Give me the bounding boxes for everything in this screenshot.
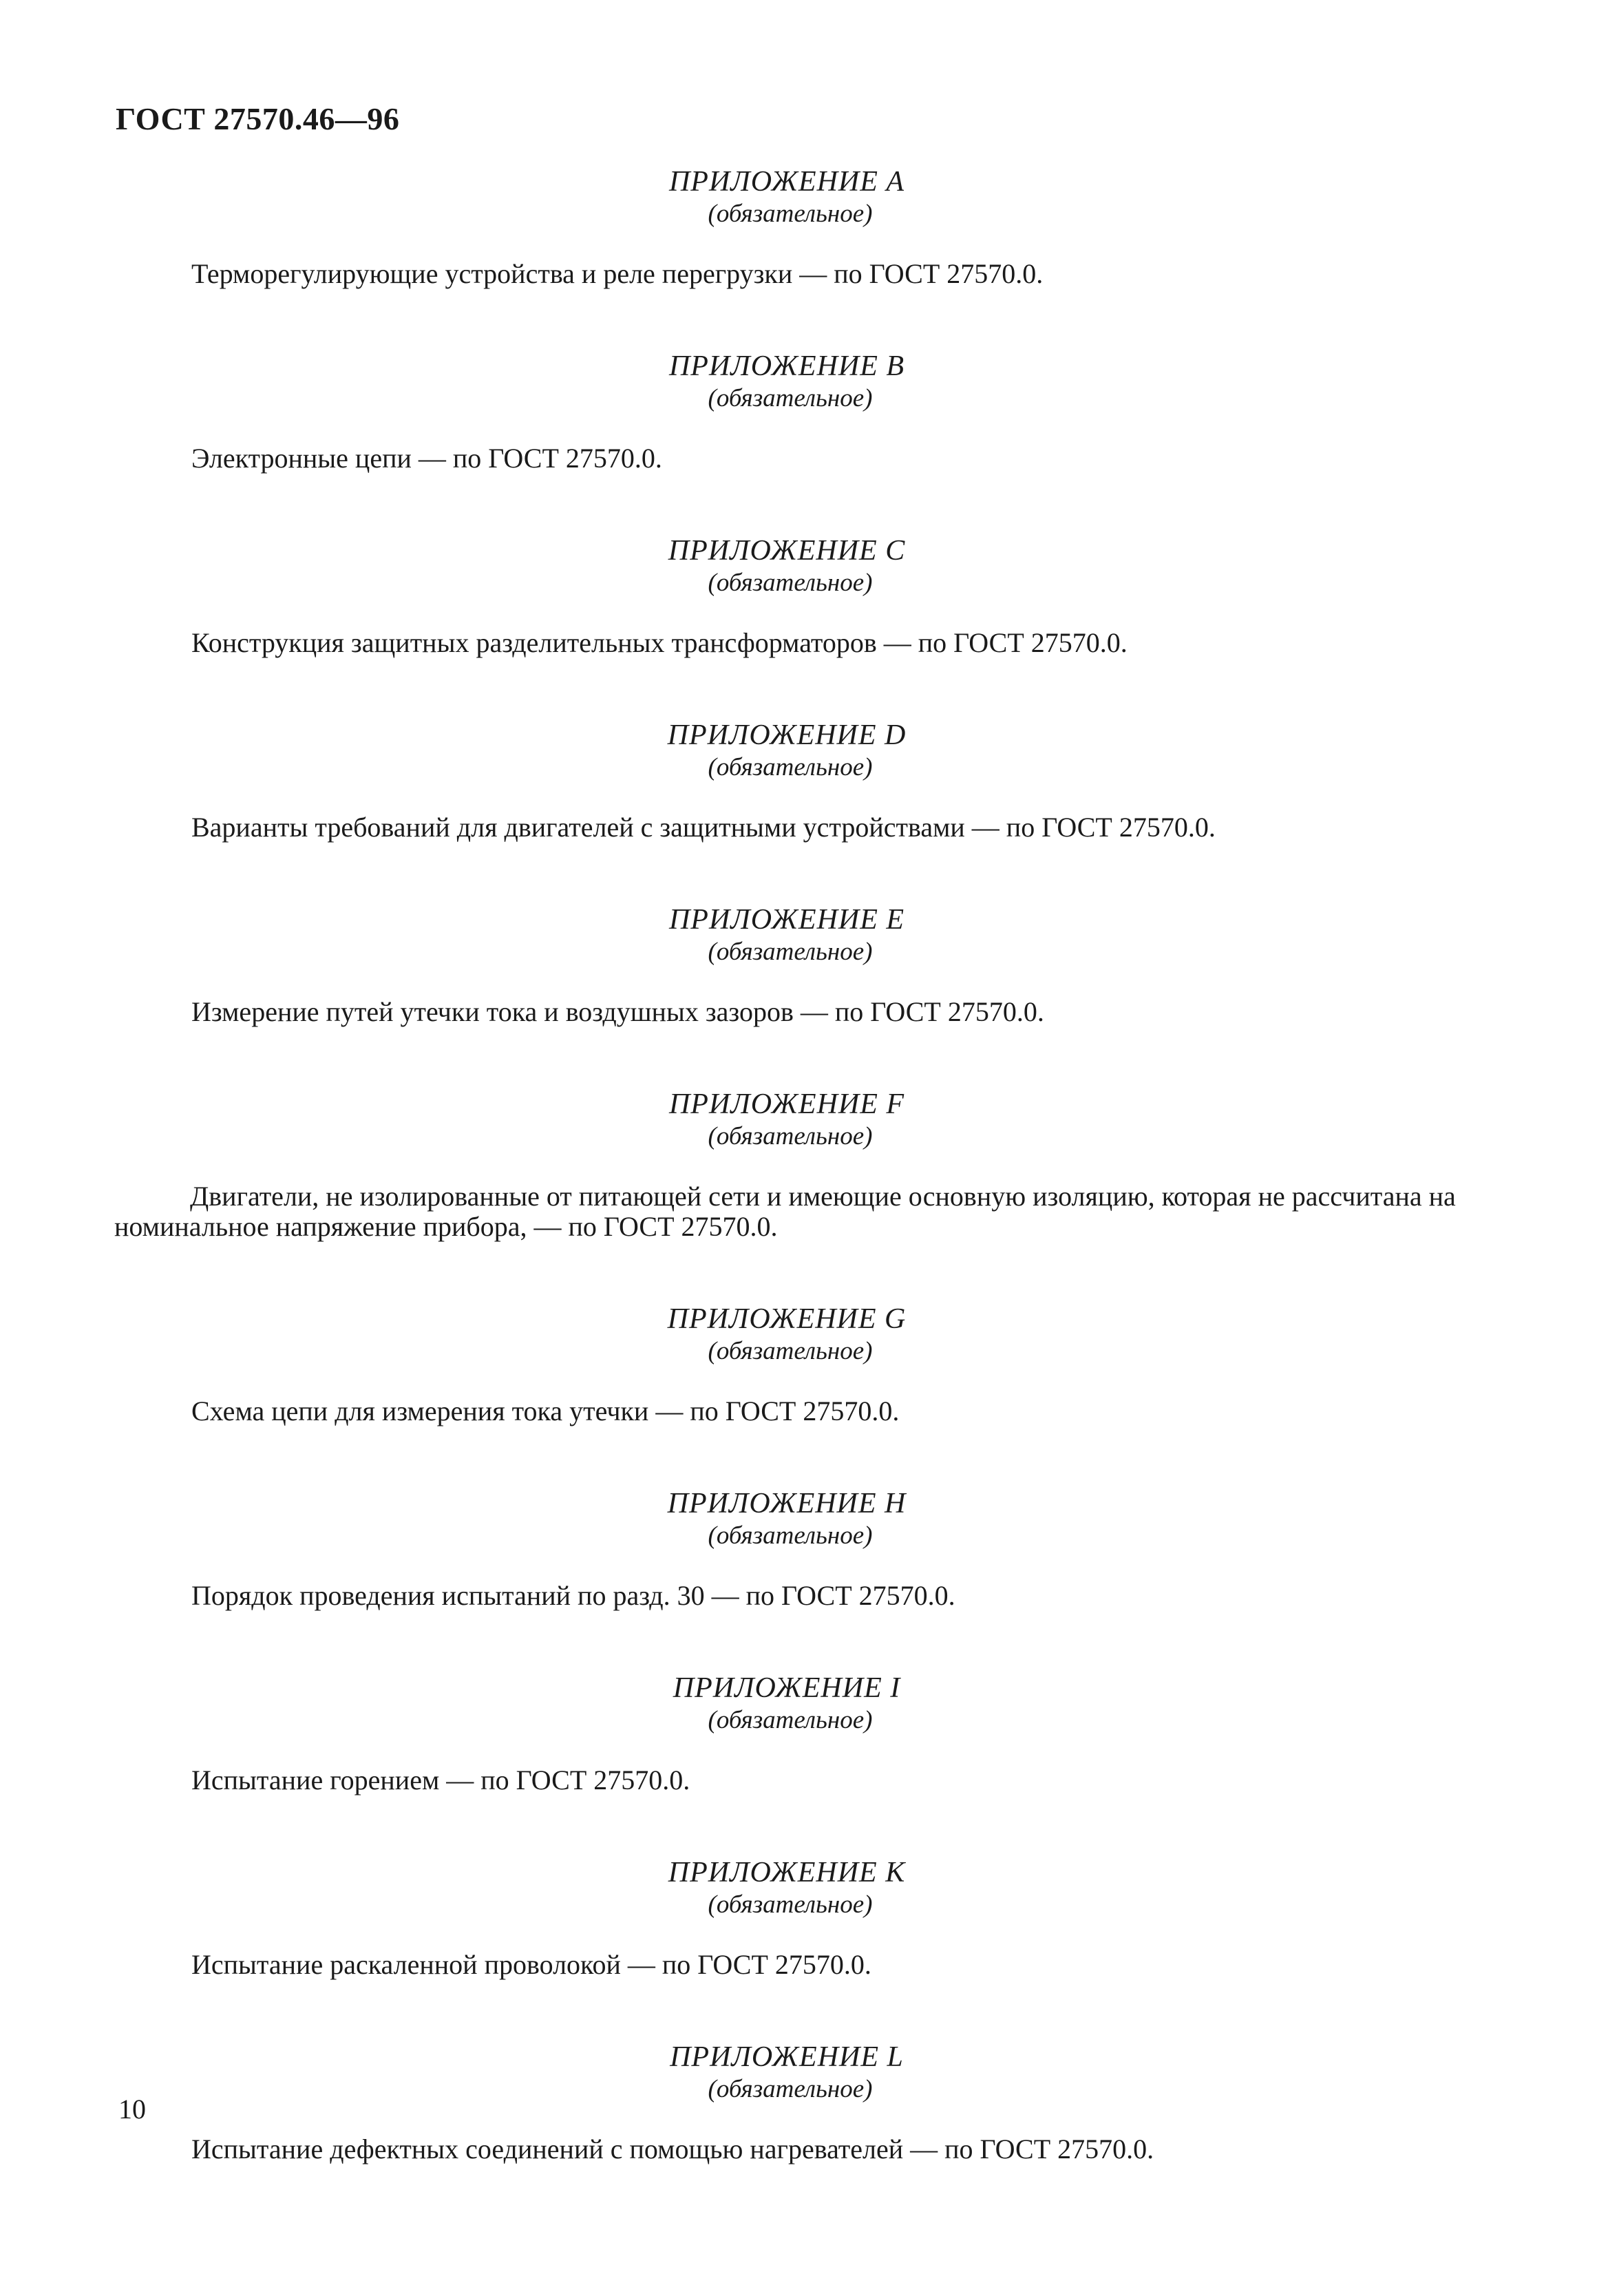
appendix-title: ПРИЛОЖЕНИЕ H <box>667 1488 907 1519</box>
appendix-status: (обязательное) <box>708 200 873 228</box>
appendix-title: ПРИЛОЖЕНИЕ I <box>673 1672 901 1704</box>
appendix-text: Конструкция защитных разделительных трансформаторов — по ГОСТ 27570.0. <box>191 627 1128 658</box>
appendix-text: Схема цепи для измерения тока утечки — по ГОСТ 27570.0. <box>191 1395 900 1426</box>
appendix-c <box>116 534 1492 658</box>
appendix-text: Измерение путей утечки тока и воздушных зазоров — по ГОСТ 27570.0. <box>191 996 1044 1027</box>
appendix-text: Электронные цепи — по ГОСТ 27570.0. <box>191 443 662 474</box>
appendix-h <box>116 1487 1492 1611</box>
page-number: 10 <box>118 2094 146 2125</box>
appendix-text: Двигатели, не изолированные от питающей сети и имеющие основную изоляцию, которая не рассчитана на номинальное напряжение прибора, — по ГОСТ 27570.0. <box>114 1181 1456 1242</box>
appendix-title: ПРИЛОЖЕНИЕ F <box>668 1088 905 1120</box>
appendix-status: (обязательное) <box>708 2075 873 2103</box>
document-code: ГОСТ 27570.46—96 <box>116 101 400 136</box>
appendix-title: ПРИЛОЖЕНИЕ С <box>668 535 906 567</box>
appendix-text: Испытание дефектных соединений с помощью нагревателей — по ГОСТ 27570.0. <box>191 2134 1154 2165</box>
appendix-title: ПРИЛОЖЕНИЕ L <box>670 2041 904 2073</box>
appendix-status: (обязательное) <box>708 1122 873 1150</box>
appendix-e <box>116 903 1492 1027</box>
appendix-a <box>116 165 1492 289</box>
appendix-status: (обязательное) <box>708 1706 873 1734</box>
appendix-text: Варианты требований для двигателей с защитными устройствами — по ГОСТ 27570.0. <box>191 812 1216 843</box>
appendix-status: (обязательное) <box>708 938 873 966</box>
appendix-text: Терморегулирующие устройства и реле перегрузки — по ГОСТ 27570.0. <box>191 258 1044 289</box>
appendix-i <box>116 1672 1492 1795</box>
appendix-status: (обязательное) <box>708 753 873 781</box>
appendix-title: ПРИЛОЖЕНИЕ E <box>668 904 905 936</box>
appendix-title: ПРИЛОЖЕНИЕ G <box>667 1303 907 1335</box>
appendix-status: (обязательное) <box>708 1521 873 1550</box>
appendix-d <box>116 719 1492 843</box>
appendix-text: Испытание горением — по ГОСТ 27570.0. <box>191 1765 690 1795</box>
appendix-status: (обязательное) <box>708 384 873 412</box>
appendix-title: ПРИЛОЖЕНИЕ А <box>668 166 905 198</box>
appendix-f <box>116 1088 1492 1242</box>
appendix-title: ПРИЛОЖЕНИЕ D <box>667 719 907 751</box>
appendix-k <box>116 1856 1492 1980</box>
appendix-b <box>116 350 1492 474</box>
appendix-status: (обязательное) <box>708 1337 873 1365</box>
appendix-g <box>116 1303 1492 1426</box>
appendix-title: ПРИЛОЖЕНИЕ В <box>668 350 905 382</box>
appendix-status: (обязательное) <box>708 1890 873 1919</box>
appendix-title: ПРИЛОЖЕНИЕ K <box>668 1857 906 1888</box>
appendix-status: (обязательное) <box>708 569 873 597</box>
appendix-text: Порядок проведения испытаний по разд. 30 — по ГОСТ 27570.0. <box>191 1580 955 1611</box>
appendix-l <box>116 2041 1492 2165</box>
appendix-list <box>116 165 1492 2165</box>
appendix-text: Испытание раскаленной проволокой — по ГОСТ 27570.0. <box>191 1949 871 1980</box>
